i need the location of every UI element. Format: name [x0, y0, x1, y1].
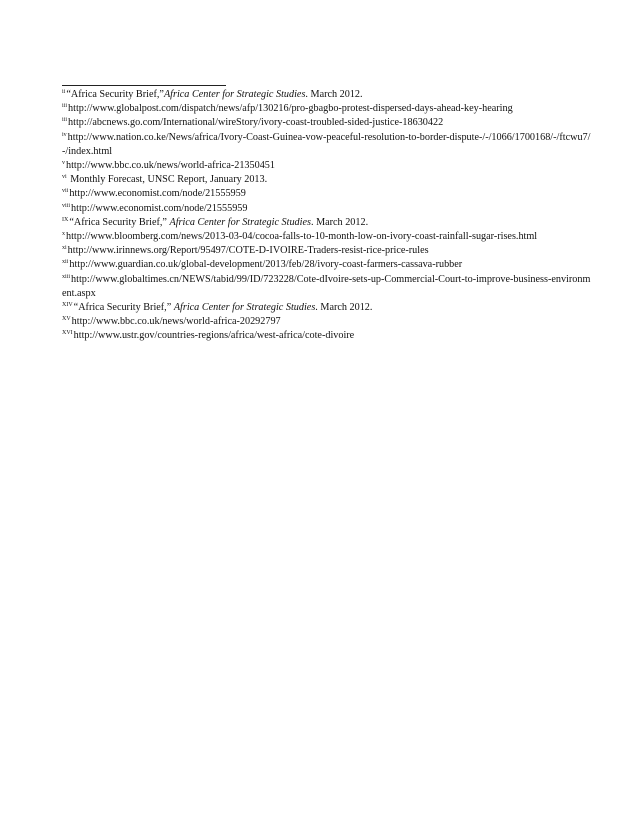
footnote-item — [62, 159, 592, 173]
footnote-date: . March 2012. — [315, 302, 373, 314]
footnote-text: http://www.irinnews.org/Report/95497/COTE-D-IVOIRE-Traders-resist-rice-price-rules — [67, 245, 429, 257]
footnote-source-italic: Africa Center for Strategic Studies — [169, 216, 311, 228]
footnote-item — [62, 230, 592, 244]
footnote-item — [62, 102, 592, 116]
footnote-marker: iii — [62, 103, 68, 110]
footnote-item — [62, 202, 592, 216]
footnote-text: http://www.guardian.co.uk/global-development/2013/feb/28/ivory-coast-farmers-cassava-rubber — [69, 259, 463, 271]
footnote-item — [62, 187, 592, 201]
footnote-marker: vi — [62, 174, 67, 181]
footnote-marker: XV — [62, 316, 71, 323]
footnote-marker: iii — [62, 117, 68, 124]
footnote-text: http://www.nation.co.ke/News/africa/Ivory-Coast-Guinea-vow-peaceful-resolution-to-border-dispute-/-/1066/1700168/-/ftcwu7/-/index.html — [62, 131, 591, 157]
footnote-marker: xi — [62, 245, 67, 252]
footnote-marker: xii — [62, 259, 69, 266]
footnote-source-italic: Africa Center for Strategic Studies — [173, 302, 316, 314]
footnote-marker: x — [62, 231, 65, 238]
footnote-source-italic: Africa Center for Strategic Studies — [163, 89, 306, 100]
footnote-marker: ii — [62, 89, 66, 95]
footnote-item — [62, 244, 592, 258]
footnote-item — [62, 301, 592, 315]
footnote-date: . March 2012. — [310, 216, 369, 228]
footnote-text: “Africa Security Brief,” — [69, 216, 170, 228]
footnote-item — [62, 173, 592, 187]
footnotes-list — [62, 88, 592, 344]
footnote-item — [62, 329, 592, 343]
footnote-marker: v — [62, 160, 65, 167]
footnote-text: Monthly Forecast, UNSC Report, January 2013. — [67, 174, 268, 186]
footnote-item — [62, 273, 592, 301]
footnote-item — [62, 216, 592, 230]
footnote-marker: iv — [62, 131, 67, 138]
footnote-item — [62, 131, 592, 159]
footnote-item — [62, 258, 592, 272]
footnote-marker: IX — [62, 216, 69, 223]
footnote-text: http://www.economist.com/node/21555959 — [69, 188, 246, 200]
footnote-item — [62, 116, 592, 130]
footnote-item — [62, 88, 592, 102]
footnote-text: http://www.globalpost.com/dispatch/news/afp/130216/pro-gbagbo-protest-dispersed-days-ahead-key-hearing — [68, 103, 513, 115]
footnote-text: http://www.globaltimes.cn/NEWS/tabid/99/ID/723228/Cote-dIvoire-sets-up-Commercial-Court-to-improve-business-environment.aspx — [62, 273, 591, 299]
footnote-marker: vii — [62, 188, 69, 195]
footnote-text: http://www.bbc.co.uk/news/world-africa-20292797 — [71, 316, 281, 328]
footnote-text: http://abcnews.go.com/International/wireStory/ivory-coast-troubled-sided-justice-18630422 — [68, 117, 444, 129]
footnote-separator-rule — [62, 85, 226, 86]
footnote-marker: XVI — [62, 330, 73, 337]
footnote-text: http://www.ustr.gov/countries-regions/africa/west-africa/cote-divoire — [73, 330, 355, 342]
footnote-text: http://www.bbc.co.uk/news/world-africa-21350451 — [66, 160, 275, 172]
footnote-marker: viii — [62, 202, 71, 209]
footnote-text: “Africa Security Brief,” — [73, 302, 174, 314]
footnote-text: “Africa Security Brief,” — [66, 89, 164, 100]
footnote-marker: XIV — [62, 302, 73, 309]
footnote-date: . March 2012. — [305, 89, 363, 100]
footnote-text: http://www.bloomberg.com/news/2013-03-04/cocoa-falls-to-10-month-low-on-ivory-coast-rainfall-sugar-rises.html — [66, 231, 538, 243]
footnote-item — [62, 315, 592, 329]
footnote-marker: xiii — [62, 273, 71, 280]
footnote-text: http://www.economist.com/node/21555959 — [71, 202, 248, 214]
